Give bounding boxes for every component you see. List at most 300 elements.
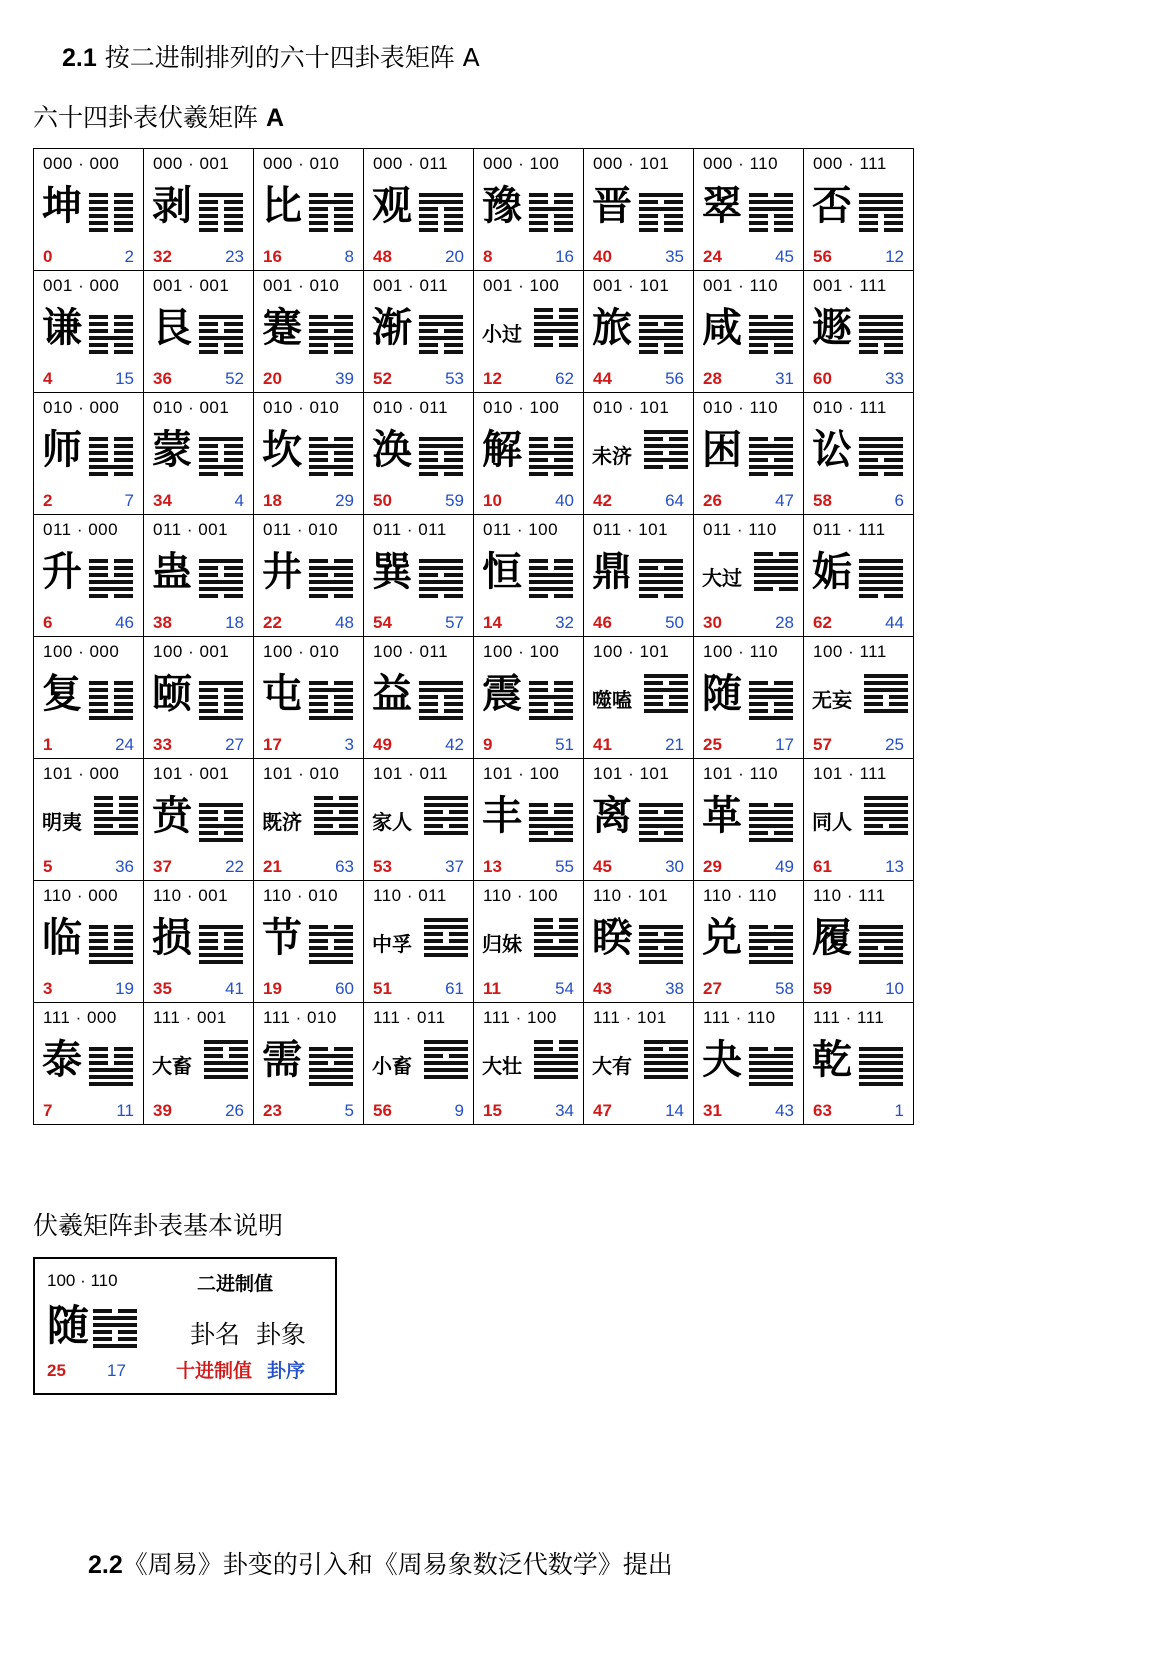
decimal-value: 32	[153, 247, 172, 266]
hexagram-icon	[199, 803, 243, 845]
yin-line	[89, 946, 133, 950]
yin-line	[534, 308, 578, 312]
yang-line	[859, 932, 903, 936]
sequence-number: 10	[885, 979, 904, 998]
yang-line	[639, 925, 683, 929]
binary-value: 110 · 100	[483, 886, 559, 905]
yang-line	[89, 580, 133, 584]
decimal-value: 10	[483, 491, 502, 510]
yin-line	[199, 594, 243, 598]
yang-line	[644, 1054, 688, 1058]
hexagram-icon	[644, 674, 688, 716]
sequence-number: 41	[225, 979, 244, 998]
yang-line	[534, 946, 578, 950]
yin-line	[309, 193, 353, 197]
hexagram-cell	[804, 515, 914, 637]
yang-line	[309, 1082, 353, 1086]
yang-line	[89, 465, 133, 469]
yang-line	[199, 193, 243, 197]
hexagram-cell	[804, 1003, 914, 1125]
yang-line	[529, 695, 573, 699]
binary-value: 001 · 001	[153, 276, 230, 295]
hexagram-cell	[34, 393, 144, 515]
sequence-number: 13	[885, 857, 904, 876]
legend-label-sequence: 卦序	[267, 1360, 306, 1382]
binary-value: 010 · 101	[593, 398, 670, 417]
hexagram-cell	[144, 881, 254, 1003]
yang-line	[424, 1047, 468, 1051]
sequence-number: 30	[665, 857, 684, 876]
hexagram-name: 井	[262, 549, 302, 595]
decimal-value: 11	[483, 979, 501, 998]
yin-line	[419, 695, 463, 699]
hexagram-cell	[34, 759, 144, 881]
decimal-value: 62	[813, 613, 832, 632]
decimal-value: 54	[373, 613, 392, 632]
hexagram-cell	[804, 637, 914, 759]
yin-line	[529, 444, 573, 448]
hexagram-cell	[364, 393, 474, 515]
sequence-number: 48	[335, 613, 354, 632]
binary-value: 110 · 110	[703, 886, 777, 905]
yin-line	[89, 472, 133, 476]
sequence-number: 17	[775, 735, 794, 754]
hexagram-icon	[419, 193, 463, 235]
yin-line	[749, 702, 793, 706]
binary-value: 001 · 110	[703, 276, 779, 295]
decimal-value: 36	[153, 369, 172, 388]
yin-line	[309, 451, 353, 455]
sequence-number: 37	[445, 857, 464, 876]
yin-line	[639, 932, 683, 936]
hexagram-icon	[419, 315, 463, 357]
hexagram-icon	[859, 437, 903, 479]
yang-line	[644, 430, 688, 434]
decimal-value: 60	[813, 369, 832, 388]
yang-line	[749, 451, 793, 455]
hexagram-cell	[694, 515, 804, 637]
yang-line	[859, 193, 903, 197]
binary-value: 001 · 010	[263, 276, 340, 295]
decimal-value: 9	[483, 735, 493, 754]
binary-value: 011 · 101	[593, 520, 669, 539]
hexagram-icon	[419, 559, 463, 601]
yin-line	[749, 350, 793, 354]
decimal-value: 23	[263, 1101, 282, 1120]
hexagram-name: 坤	[42, 183, 82, 229]
hexagram-name: 大畜	[152, 1054, 192, 1078]
binary-value: 001 · 000	[43, 276, 120, 295]
yin-line	[749, 193, 793, 197]
yin-line	[314, 824, 358, 828]
yin-line	[639, 946, 683, 950]
hexagram-cell	[34, 271, 144, 393]
yang-line	[859, 1054, 903, 1058]
yang-line	[859, 1047, 903, 1051]
yin-line	[89, 681, 133, 685]
decimal-value: 18	[263, 491, 282, 510]
yang-line	[859, 580, 903, 584]
hexagram-icon	[314, 796, 358, 838]
yin-line	[419, 221, 463, 225]
yang-line	[749, 695, 793, 699]
decimal-value: 47	[593, 1101, 612, 1120]
decimal-value: 37	[153, 857, 172, 876]
yang-line	[199, 681, 243, 685]
yin-line	[309, 207, 353, 211]
yang-line	[89, 1068, 133, 1072]
decimal-value: 25	[703, 735, 722, 754]
yin-line	[89, 315, 133, 319]
yin-line	[309, 925, 353, 929]
yang-line	[419, 580, 463, 584]
yin-line	[529, 559, 573, 563]
yin-line	[639, 214, 683, 218]
yin-line	[749, 437, 793, 441]
yin-line	[89, 343, 133, 347]
legend-label-name: 卦名 卦象	[190, 1320, 306, 1349]
binary-value: 111 · 001	[153, 1008, 227, 1027]
yin-line	[93, 1309, 137, 1313]
hexagram-icon	[749, 803, 793, 845]
decimal-value: 6	[43, 613, 53, 632]
hexagram-cell	[804, 881, 914, 1003]
decimal-value: 51	[373, 979, 392, 998]
yin-line	[639, 322, 683, 326]
yang-line	[199, 716, 243, 720]
yin-line	[199, 207, 243, 211]
yang-line	[754, 573, 798, 577]
sequence-number: 39	[335, 369, 354, 388]
yin-line	[859, 472, 903, 476]
yang-line	[424, 831, 468, 835]
sequence-number: 51	[555, 735, 574, 754]
yang-line	[859, 315, 903, 319]
sequence-number: 9	[454, 1101, 464, 1120]
hexagram-name: 震	[482, 671, 522, 717]
yang-line	[529, 580, 573, 584]
yin-line	[529, 458, 573, 462]
yin-line	[199, 472, 243, 476]
hexagram-cell	[694, 149, 804, 271]
yin-line	[639, 350, 683, 354]
matrix-row	[34, 759, 914, 881]
yin-line	[419, 709, 463, 713]
hexagram-icon	[309, 437, 353, 479]
binary-value: 000 · 110	[703, 154, 779, 173]
yin-line	[529, 472, 573, 476]
yang-line	[204, 1068, 248, 1072]
sequence-number: 35	[665, 247, 684, 266]
binary-value: 011 · 111	[813, 520, 886, 539]
matrix-row	[34, 881, 914, 1003]
binary-value: 000 · 001	[153, 154, 230, 173]
hexagram-name: 困	[702, 427, 742, 473]
yin-line	[749, 1047, 793, 1051]
yin-line	[309, 437, 353, 441]
yang-line	[864, 803, 908, 807]
yin-line	[199, 695, 243, 699]
yang-line	[749, 810, 793, 814]
yang-line	[749, 1082, 793, 1086]
hexagram-cell	[144, 759, 254, 881]
yang-line	[754, 559, 798, 563]
table-title-text: 六十四卦表伏羲矩阵	[33, 103, 266, 132]
yang-line	[749, 322, 793, 326]
yang-line	[859, 437, 903, 441]
yin-line	[754, 552, 798, 556]
yang-line	[424, 1075, 468, 1079]
hexagram-icon	[534, 1040, 578, 1082]
hexagram-name: 比	[262, 183, 302, 229]
hexagram-icon	[309, 1047, 353, 1089]
hexagram-name: 小过	[482, 322, 522, 346]
yang-line	[424, 796, 468, 800]
legend-hexagram-icon	[93, 1309, 137, 1351]
yin-line	[644, 465, 688, 469]
yin-line	[314, 810, 358, 814]
yang-line	[859, 329, 903, 333]
yang-line	[644, 1040, 688, 1044]
yang-line	[419, 444, 463, 448]
hexagram-name: 坎	[262, 427, 302, 473]
yang-line	[424, 803, 468, 807]
yang-line	[309, 322, 353, 326]
yang-line	[309, 444, 353, 448]
binary-value: 101 · 001	[153, 764, 230, 783]
yang-line	[639, 939, 683, 943]
legend-sequence: 17	[107, 1361, 126, 1380]
yang-line	[859, 587, 903, 591]
table-title	[33, 98, 284, 134]
hexagram-name: 渐	[372, 305, 412, 351]
yang-line	[89, 953, 133, 957]
yin-line	[529, 594, 573, 598]
decimal-value: 12	[483, 369, 502, 388]
sequence-number: 8	[344, 247, 354, 266]
sequence-number: 25	[885, 735, 904, 754]
decimal-value: 7	[43, 1101, 53, 1120]
sequence-number: 56	[665, 369, 684, 388]
hexagram-icon	[309, 681, 353, 723]
hexagram-cell	[34, 637, 144, 759]
binary-value: 100 · 100	[483, 642, 560, 661]
binary-value: 101 · 101	[593, 764, 670, 783]
yin-line	[529, 702, 573, 706]
yin-line	[89, 214, 133, 218]
hexagram-name: 无妄	[812, 688, 852, 712]
yang-line	[859, 322, 903, 326]
hexagram-icon	[639, 315, 683, 357]
yin-line	[89, 688, 133, 692]
yang-line	[419, 587, 463, 591]
matrix-row	[34, 1003, 914, 1125]
yin-line	[864, 702, 908, 706]
hexagram-cell	[364, 271, 474, 393]
hexagram-cell	[254, 515, 364, 637]
yang-line	[864, 810, 908, 814]
yin-line	[89, 193, 133, 197]
yin-line	[534, 343, 578, 347]
yin-line	[644, 451, 688, 455]
yang-line	[534, 1075, 578, 1079]
hexagram-name: 既济	[262, 810, 302, 834]
section-number: 2.2	[88, 1551, 123, 1579]
yang-line	[309, 465, 353, 469]
yang-line	[529, 587, 573, 591]
yin-line	[639, 221, 683, 225]
decimal-value: 26	[703, 491, 722, 510]
hexagram-name: 剥	[152, 183, 192, 229]
binary-value: 111 · 011	[373, 1008, 446, 1027]
yin-line	[199, 810, 243, 814]
yin-line	[749, 709, 793, 713]
sequence-number: 62	[555, 369, 574, 388]
decimal-value: 4	[43, 369, 53, 388]
yang-line	[204, 1075, 248, 1079]
yin-line	[89, 709, 133, 713]
sequence-number: 53	[445, 369, 464, 388]
yin-line	[89, 1061, 133, 1065]
hexagram-name: 师	[42, 427, 82, 473]
yin-line	[199, 228, 243, 232]
yang-line	[419, 336, 463, 340]
hexagram-cell	[254, 271, 364, 393]
hexagram-icon	[419, 437, 463, 479]
decimal-value: 14	[483, 613, 502, 632]
decimal-value: 35	[153, 979, 172, 998]
binary-value: 111 · 101	[593, 1008, 667, 1027]
yin-line	[419, 214, 463, 218]
sequence-number: 43	[775, 1101, 794, 1120]
yang-line	[309, 1054, 353, 1058]
hexagram-cell	[584, 271, 694, 393]
hexagram-matrix	[33, 148, 914, 1125]
binary-value: 000 · 100	[483, 154, 560, 173]
yin-line	[424, 939, 468, 943]
hexagram-icon	[529, 559, 573, 601]
yang-line	[419, 688, 463, 692]
hexagram-name: 益	[372, 671, 412, 717]
yang-line	[419, 559, 463, 563]
yin-line	[89, 437, 133, 441]
binary-value: 101 · 111	[813, 764, 887, 783]
section-number: 2.1	[62, 44, 97, 72]
yin-line	[204, 1054, 248, 1058]
sequence-number: 11	[116, 1101, 134, 1120]
hexagram-icon	[644, 430, 688, 472]
decimal-value: 5	[43, 857, 53, 876]
hexagram-icon	[639, 559, 683, 601]
yin-line	[639, 810, 683, 814]
yang-line	[639, 824, 683, 828]
yin-line	[309, 228, 353, 232]
yin-line	[309, 695, 353, 699]
sequence-number: 23	[225, 247, 244, 266]
binary-value: 011 · 110	[703, 520, 777, 539]
binary-value: 100 · 101	[593, 642, 670, 661]
sequence-number: 57	[445, 613, 464, 632]
yang-line	[199, 580, 243, 584]
decimal-value: 31	[703, 1101, 722, 1120]
yin-line	[309, 681, 353, 685]
yin-line	[93, 1330, 137, 1334]
yin-line	[89, 925, 133, 929]
sequence-number: 7	[124, 491, 134, 510]
binary-value: 011 · 000	[43, 520, 119, 539]
yang-line	[749, 824, 793, 828]
yang-line	[314, 817, 358, 821]
yin-line	[309, 472, 353, 476]
hexagram-icon	[749, 437, 793, 479]
yang-line	[859, 566, 903, 570]
legend-box	[33, 1257, 337, 1395]
binary-value: 010 · 010	[263, 398, 340, 417]
hexagram-name: 大壮	[482, 1054, 522, 1078]
yang-line	[424, 1040, 468, 1044]
yang-line	[644, 674, 688, 678]
yin-line	[424, 824, 468, 828]
yin-line	[749, 925, 793, 929]
hexagram-icon	[639, 803, 683, 845]
hexagram-cell	[804, 759, 914, 881]
hexagram-cell	[144, 515, 254, 637]
yang-line	[859, 451, 903, 455]
decimal-value: 52	[373, 369, 392, 388]
hexagram-icon	[89, 315, 133, 357]
yin-line	[749, 831, 793, 835]
yang-line	[749, 329, 793, 333]
hexagram-cell	[34, 881, 144, 1003]
binary-value: 010 · 110	[703, 398, 779, 417]
yang-line	[534, 1068, 578, 1072]
yang-line	[749, 939, 793, 943]
hexagram-cell	[804, 271, 914, 393]
yin-line	[424, 1054, 468, 1058]
hexagram-name: 随	[702, 671, 742, 717]
yin-line	[639, 566, 683, 570]
hexagram-name: 履	[812, 915, 852, 961]
sequence-number: 14	[665, 1101, 684, 1120]
yin-line	[644, 1047, 688, 1051]
hexagram-name: 艮	[152, 305, 192, 351]
yang-line	[749, 1054, 793, 1058]
sequence-number: 21	[665, 735, 684, 754]
hexagram-cell	[474, 271, 584, 393]
yin-line	[89, 566, 133, 570]
yang-line	[644, 444, 688, 448]
yin-line	[529, 214, 573, 218]
sequence-number: 32	[555, 613, 574, 632]
sequence-number: 29	[335, 491, 354, 510]
hexagram-name: 归妹	[482, 932, 522, 956]
hexagram-icon	[89, 681, 133, 723]
hexagram-icon	[859, 315, 903, 357]
yin-line	[859, 221, 903, 225]
yang-line	[199, 953, 243, 957]
decimal-value: 38	[153, 613, 172, 632]
yang-line	[749, 817, 793, 821]
yang-line	[749, 1068, 793, 1072]
hexagram-cell	[144, 149, 254, 271]
decimal-value: 34	[153, 491, 172, 510]
yin-line	[864, 824, 908, 828]
yin-line	[89, 200, 133, 204]
decimal-value: 20	[263, 369, 282, 388]
hexagram-icon	[639, 193, 683, 235]
hexagram-name: 蛊	[152, 549, 192, 595]
yin-line	[89, 573, 133, 577]
